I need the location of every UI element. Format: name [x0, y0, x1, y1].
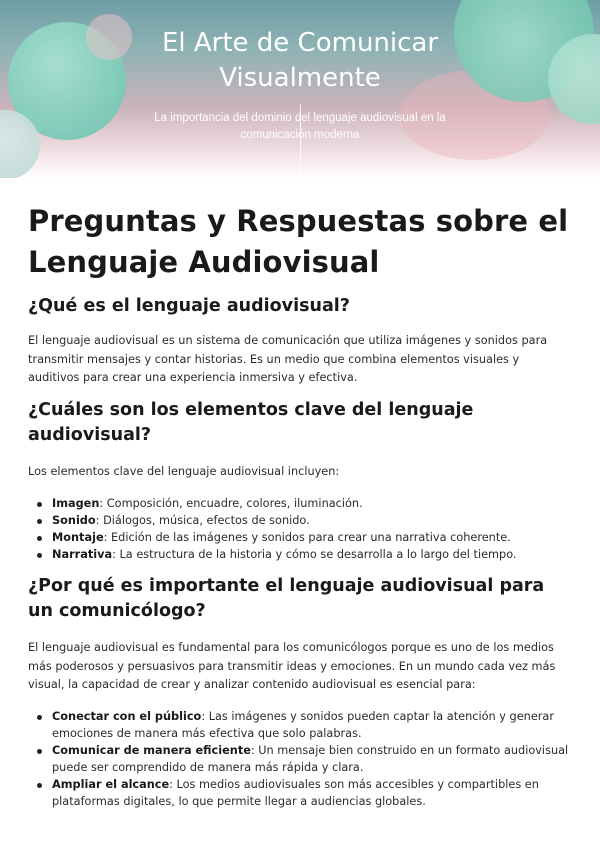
list-item-text: : Los medios audiovisuales son más accesibles y compartibles en plataformas digitales, lo que permite llegar a audiencias globales.: [52, 777, 539, 808]
bullet-list: [28, 708, 572, 810]
list-item-text: : Edición de las imágenes y sonidos para crear una narrativa coherente.: [103, 531, 511, 544]
list-item-term: Montaje: [52, 531, 104, 544]
list-item-text: : Diálogos, música, efectos de sonido.: [95, 514, 310, 527]
list-item-term: Sonido: [52, 514, 96, 527]
section-heading: ¿Por qué es importante el lenguaje audiovisual para un comunicólogo?: [28, 576, 545, 621]
section-paragraph: Los elementos clave del lenguaje audiovisual incluyen:: [28, 464, 340, 478]
list-item-text: : Composición, encuadre, colores, iluminación.: [99, 497, 363, 510]
list-item: [52, 546, 572, 563]
banner-subtitle: La importancia del dominio del lenguaje audiovisual en la comunicación moderna: [154, 112, 446, 141]
list-item: [52, 512, 572, 529]
section-paragraph: El lenguaje audiovisual es un sistema de comunicación que utiliza imágenes y sonidos para transmitir mensajes y contar historias. Es un medio que combina elementos visuales y auditivos para crear una experiencia inmersiva y efectiva.: [28, 334, 548, 384]
list-item-term: Narrativa: [52, 548, 113, 561]
header-banner: [0, 0, 600, 178]
page-title: Preguntas y Respuestas sobre el Lenguaje Audiovisual: [28, 204, 569, 279]
bullet-list: [28, 495, 572, 563]
list-item-text: : La estructura de la historia y cómo se desarrolla a lo largo del tiempo.: [112, 548, 517, 561]
list-item: [52, 529, 572, 546]
section-heading: ¿Cuáles son los elementos clave del lenguaje audiovisual?: [28, 399, 474, 445]
banner-title: [0, 26, 600, 96]
list-item: [52, 708, 572, 742]
list-item-term: Ampliar el alcance: [52, 777, 170, 791]
list-item-text: : Un mensaje bien construido en un formato audiovisual puede ser comprendido de manera más rápida y clara.: [52, 743, 569, 774]
list-item: [52, 742, 572, 776]
list-item-text: : Las imágenes y sonidos pueden captar la atención y generar emociones de manera más efectiva que solo palabras.: [52, 709, 554, 740]
list-item-term: Comunicar de manera eficiente: [52, 743, 251, 757]
list-item-term: Conectar con el público: [52, 709, 202, 723]
list-item: [52, 776, 572, 810]
list-item: [52, 495, 572, 512]
list-item-term: Imagen: [52, 497, 100, 510]
banner-title-line-1: El Arte de Comunicar: [161, 28, 439, 58]
banner-title-line-2: Visualmente: [219, 63, 381, 93]
section-paragraph: El lenguaje audiovisual es fundamental para los comunicólogos porque es uno de los medios más poderosos y persuasivos para transmitir ideas y emociones. En un mundo cada vez más visual, la capacidad de crear y analizar contenido audiovisual es esencial para:: [28, 641, 556, 691]
section-heading: ¿Qué es el lenguaje audiovisual?: [28, 296, 350, 316]
main-content: [0, 201, 600, 810]
